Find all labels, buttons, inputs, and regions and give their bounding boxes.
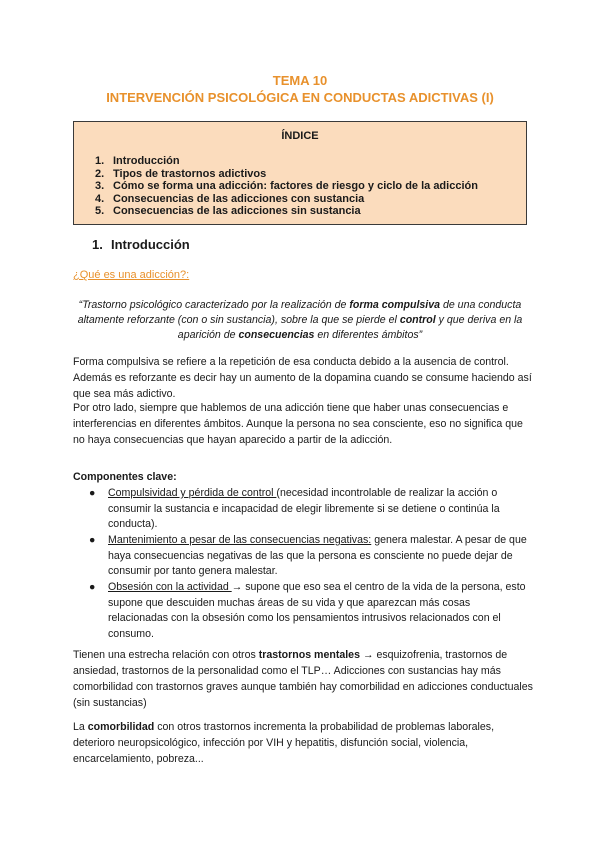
section-heading [92, 237, 190, 252]
components-list [73, 486, 533, 643]
components-title: Componentes clave: [73, 471, 177, 483]
list-item [73, 580, 533, 642]
item-text: → supone que eso sea el centro de la vida de la persona, esto supone que descuiden muchas áreas de su vida y que aparezcan más cosas relacionadas con la obsesión como los pensamientos intrusivos relacionados con el consumo. [108, 581, 526, 640]
index-item-number: 1. [95, 155, 105, 167]
paragraph-text: La [73, 721, 88, 733]
quote-text: “Trastorno psicológico caracterizado por la realización de [78, 299, 350, 311]
question-heading: ¿Qué es una adicción?: [73, 269, 190, 281]
item-term: Compulsividad y pérdida de control [108, 487, 277, 499]
paragraph-comorbidity [73, 719, 533, 767]
section-title: Introducción [111, 237, 190, 252]
bullet-icon: ● [89, 534, 96, 546]
item-term: Mantenimiento a pesar de las consecuencias negativas: [108, 534, 372, 546]
item-text: genera malestar. A pesar de que haya consecuencias negativas de las que la persona es consciente no puede dejar de consumir por tanto genera malestar. [108, 534, 527, 577]
index-item-number: 4. [95, 192, 105, 205]
index-item [74, 168, 526, 181]
index-item-label: Cómo se forma una adicción: factores de riesgo y ciclo de la adicción [113, 180, 478, 192]
quote-text: en diferentes ámbitos” [314, 329, 423, 341]
page-title: INTERVENCIÓN PSICOLÓGICA EN CONDUCTAS ADICTIVAS (I) [106, 90, 494, 105]
paragraph-text: → esquizofrenia, trastornos de ansiedad, trastornos de la personalidad como el TLP… Adicciones con sustancias hay más comorbilidad con trastornos graves aunque también hay comorbilidad en adicciones conductuales (sin sustancias) [73, 649, 533, 709]
list-item [73, 486, 533, 533]
quote-emphasis: consecuencias [238, 329, 315, 341]
paragraph-emphasis: comorbilidad [87, 721, 155, 733]
document-header [0, 72, 600, 106]
index-list [74, 155, 526, 218]
index-item-label: Consecuencias de las adicciones sin sustancia [113, 205, 361, 217]
tema-label: TEMA 10 [272, 73, 328, 88]
paragraph-consequences: Por otro lado, siempre que hablemos de una adicción tiene que haber unas consecuencias e interferencias en diferentes ámbitos. Aunque la persona no sea consciente, eso no significa que no haya consecuencias que hayan aparecido a partir de la adicción. [73, 402, 523, 446]
section-number: 1. [92, 237, 103, 252]
paragraph-emphasis: trastornos mentales [258, 649, 360, 661]
bullet-icon: ● [89, 487, 96, 499]
index-item-number: 5. [95, 205, 105, 217]
index-item-label: Introducción [113, 155, 180, 167]
item-text: (necesidad incontrolable de realizar la acción o consumir la sustancia e incapacidad de elegir libremente si se detiene o continúa la conducta). [108, 487, 500, 530]
quote-emphasis: control [399, 314, 436, 326]
paragraph-compulsive: Forma compulsiva se refiere a la repetición de esa conducta debido a la ausencia de control. Además es reforzante es decir hay un aumento de la dopamina cuando se consume haciendo así que sea más adictivo. [73, 356, 532, 400]
quote-text: de una conducta altamente reforzante (con o sin sustancia), sobre la que se pierde el [77, 299, 522, 326]
item-term: Obsesión con la actividad [108, 581, 232, 593]
definition-quote [73, 298, 527, 343]
paragraph-text: con otros trastornos incrementa la probabilidad de problemas laborales, deterioro neuropsicológico, infección por VIH y hepatitis, disfunción social, violencia, encarcelamiento, pobreza... [73, 721, 495, 765]
paragraph-mental-disorders [73, 647, 533, 711]
list-item [73, 533, 533, 580]
paragraph-text: Tienen una estrecha relación con otros [73, 649, 259, 661]
index-item [74, 180, 526, 193]
quote-emphasis: forma compulsiva [349, 299, 441, 311]
index-item-number: 3. [95, 180, 105, 192]
index-title: ÍNDICE [281, 130, 319, 142]
index-item-label: Tipos de trastornos adictivos [113, 167, 267, 180]
index-item-number: 2. [95, 167, 105, 180]
quote-text: y que deriva en la aparición de [177, 314, 523, 341]
index-item [74, 193, 526, 206]
index-item [74, 155, 526, 168]
index-box [73, 121, 527, 225]
bullet-icon: ● [89, 581, 96, 593]
index-item-label: Consecuencias de las adicciones con sustancia [113, 192, 365, 205]
index-item [74, 205, 526, 218]
